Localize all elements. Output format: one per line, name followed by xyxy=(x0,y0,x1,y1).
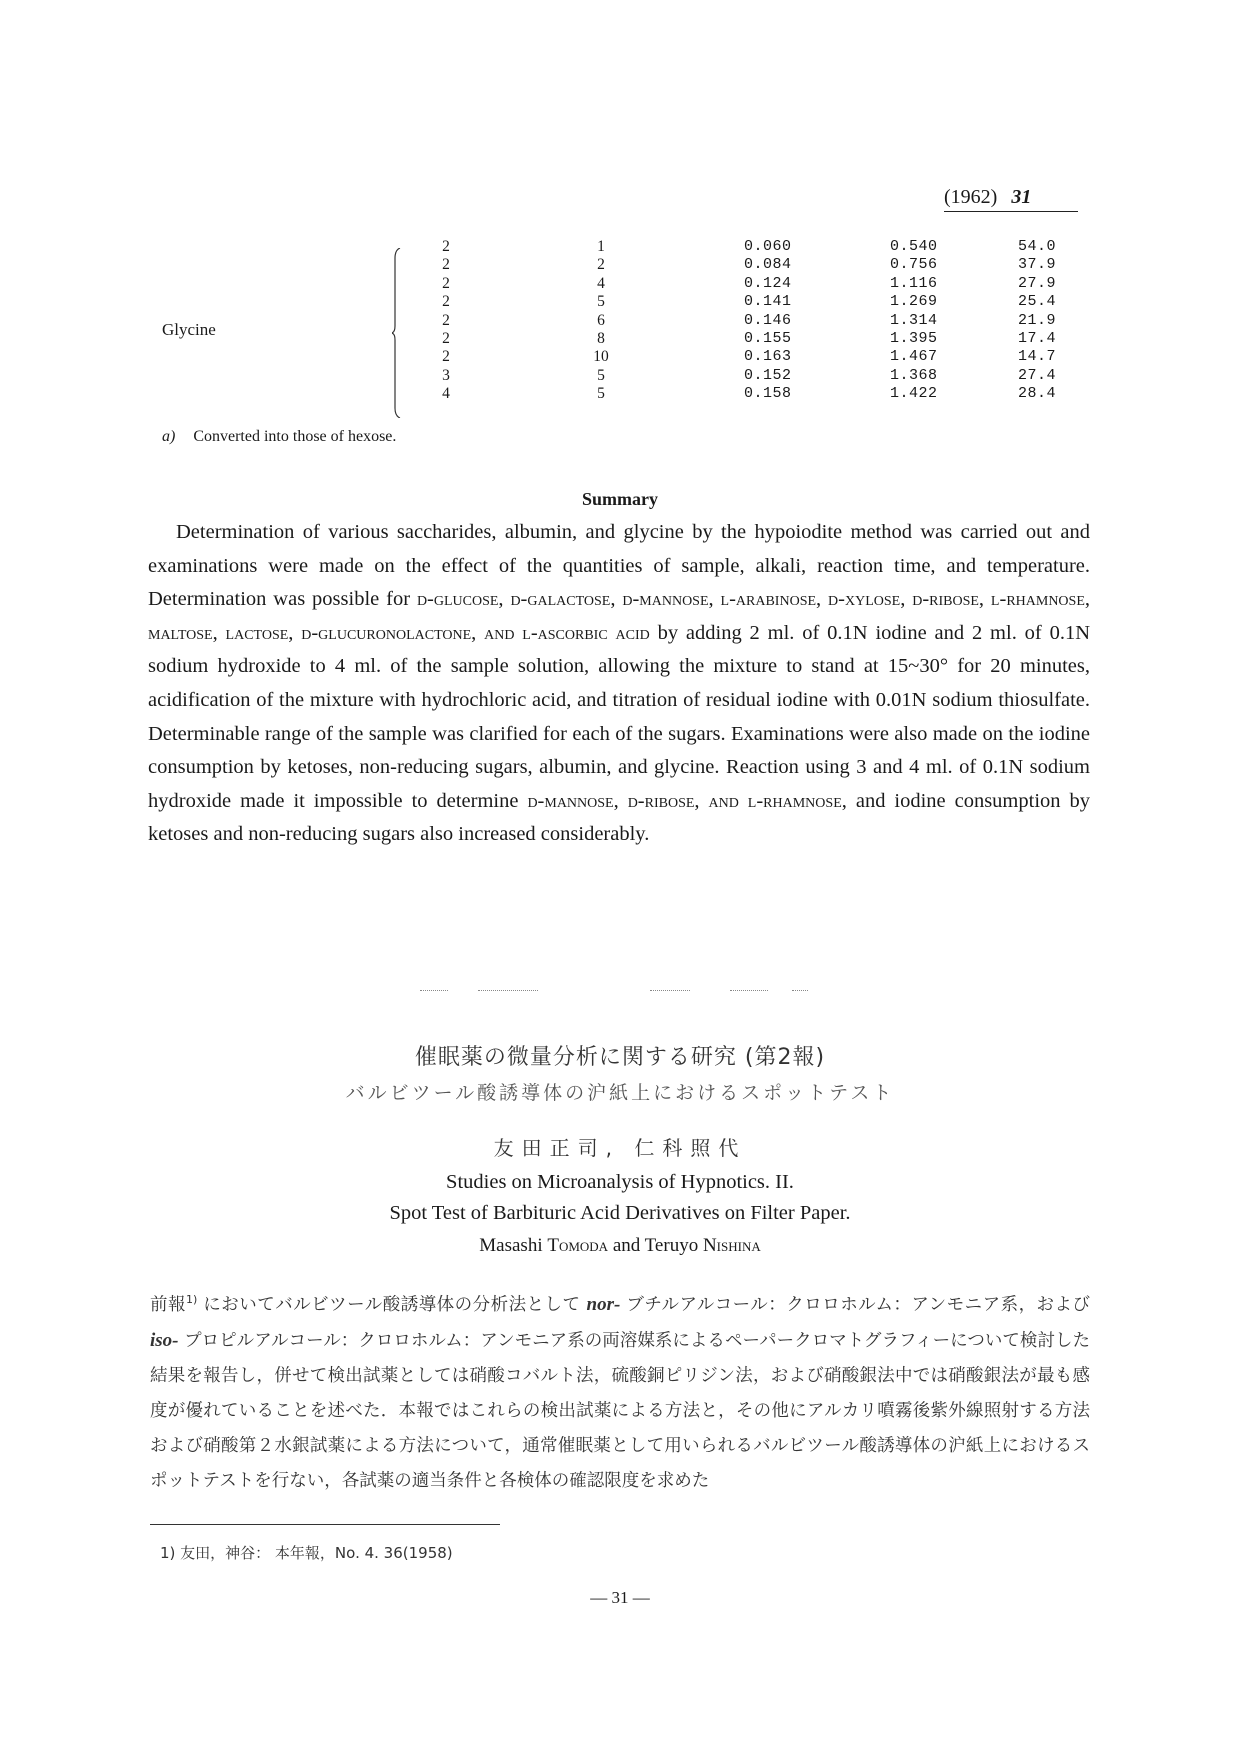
header-year: (1962) xyxy=(944,186,998,208)
table-column-c xyxy=(744,238,804,404)
table-cell: 2 xyxy=(442,238,450,255)
reference-footnote: 1) 友田，神谷： 本年報，No. 4. 36(1958) xyxy=(160,1544,453,1562)
footnote-text: Converted into those of hexose. xyxy=(193,428,397,445)
table-cell: 0.124 xyxy=(744,274,792,292)
table-column-a xyxy=(436,238,456,404)
table-column-e xyxy=(1006,238,1056,404)
summary-text: Determination of various saccharides, albumin, and glycine by the hypoiodite method was carried out and examinations were made on the effect of the quantities of sample, alkali, reaction time, and temperature. Determination was possible for xyxy=(148,521,1090,611)
author-given-name: Masashi xyxy=(479,1235,548,1256)
page-folio: — 31 — xyxy=(590,1588,650,1607)
table-cell: 2 xyxy=(442,274,450,292)
table-cell: 0.141 xyxy=(744,293,792,311)
table-group-label: Glycine xyxy=(162,320,216,339)
table-cell: 0.158 xyxy=(744,385,792,403)
reference-marker: 1) xyxy=(185,1293,198,1306)
separator-dots xyxy=(478,990,538,992)
table-cell: 1.314 xyxy=(890,311,938,329)
table-cell: 1 xyxy=(597,238,605,255)
body-text: プロピルアルコール：クロロホルム：アンモニア系の両溶媒系によるペーパークロマトグラフィーについて検討した結果を報告し，併せて検出試薬としては硝酸コバルト法，硫酸銅ピリジン法，および硝酸銀法中では硝酸銀法が最も感度が優れていることを述べた．本報ではこれらの検出試薬による方法と，その他にアルカリ噴霧後紫外線照射する方法および硝酸第２水銀試薬による方法について，通常催眠薬として用いられるバルビツール酸誘導体の沪紙上におけるスポットテストを行ない，各試薬の適当条件と各検体の確認限度を求めた xyxy=(150,1330,1090,1491)
running-header xyxy=(944,186,1078,212)
table-cell: 6 xyxy=(597,311,605,329)
summary-paragraph xyxy=(148,516,1090,852)
table-cell: 2 xyxy=(442,330,450,348)
separator-dots xyxy=(420,990,448,992)
author-family-name: Nishina xyxy=(702,1235,761,1256)
table-cell: 0.152 xyxy=(744,366,792,384)
summary-text: by adding 2 ml. of 0.1N iodine and 2 ml. of 0.1N sodium hydroxide to 4 ml. of the sample solution, allowing the mixture to stand at 15~30° for 20 minutes, acidification of the mixture with hydrochloric acid, and titration of residual iodine with 0.01N sodium thiosulfate. Determinable range of the sample was clarified for each of the sugars. Examinations were also made on the iodine consumption by ketoses, non-reducing sugars, albumin, and glycine. Reaction using 3 and 4 ml. of 0.1N sodium hydroxide made it impossible to determine xyxy=(148,621,1090,812)
body-text: ブチルアルコール：クロロホルム：アンモニア系，および xyxy=(620,1294,1091,1315)
table-cell: 0.146 xyxy=(744,311,792,329)
table-cell: 5 xyxy=(597,385,605,403)
table-cell: 4 xyxy=(597,274,605,292)
table-cell: 28.4 xyxy=(1017,385,1056,403)
body-text: 前報 xyxy=(150,1294,186,1315)
table-cell: 0.163 xyxy=(744,348,792,366)
table-column-d xyxy=(890,238,950,404)
table-footnote xyxy=(162,428,396,446)
article-title-jp: 催眠薬の微量分析に関する研究 (第2報) xyxy=(414,1045,826,1070)
table-cell: 4 xyxy=(442,385,450,403)
table-cell: 1.269 xyxy=(890,293,938,311)
table-cell: 0.540 xyxy=(890,238,938,255)
brace-bracket xyxy=(392,248,402,418)
article-subtitle-en: Spot Test of Barbituric Acid Derivatives on Filter Paper. xyxy=(389,1202,851,1224)
table-cell: 21.9 xyxy=(1017,311,1056,329)
table-cell: 2 xyxy=(442,256,450,274)
article-title-en: Studies on Microanalysis of Hypnotics. II. xyxy=(446,1171,794,1193)
table-cell: 3 xyxy=(442,366,450,384)
author-given-name: and Teruyo xyxy=(608,1235,703,1256)
table-cell: 14.7 xyxy=(1017,348,1056,366)
table-column-b xyxy=(588,238,614,404)
separator-dots xyxy=(792,990,808,992)
article-authors-jp: 友田正司, 仁科照代 xyxy=(493,1136,747,1160)
table-cell: 0.060 xyxy=(744,238,792,255)
body-prefix: nor- xyxy=(586,1293,621,1315)
table-cell: 1.422 xyxy=(890,385,938,403)
table-cell: 0.756 xyxy=(890,256,938,274)
table-cell: 0.155 xyxy=(744,330,792,348)
table-cell: 0.084 xyxy=(744,256,792,274)
table-cell: 27.4 xyxy=(1017,366,1056,384)
footnote-rule xyxy=(150,1524,500,1525)
header-page-number: 31 xyxy=(1011,186,1032,208)
footnote-marker: a) xyxy=(162,428,176,445)
body-prefix: iso- xyxy=(150,1329,179,1351)
table-cell: 27.9 xyxy=(1017,274,1056,292)
table-cell: 2 xyxy=(442,311,450,329)
table-cell: 1.395 xyxy=(890,330,938,348)
table-cell: 17.4 xyxy=(1017,330,1056,348)
table-cell: 5 xyxy=(597,366,605,384)
table-cell: 5 xyxy=(597,293,605,311)
article-authors-en xyxy=(0,1235,1240,1257)
table-cell: 37.9 xyxy=(1017,256,1056,274)
table-cell: 54.0 xyxy=(1017,238,1056,255)
table-cell: 1.368 xyxy=(890,366,938,384)
summary-text: , and iodine consumption by ketoses and non-reducing sugars also increased considerably. xyxy=(148,789,1090,846)
table-cell: 1.116 xyxy=(890,274,938,292)
table-cell: 8 xyxy=(597,330,605,348)
summary-sugars: d-glucose, d-galactose, d-mannose, l-arabinose, d-xylose, d-ribose, l-rhamnose, maltose, lactose, d-glucuronolactone, and l-ascorbic acid xyxy=(148,588,1091,644)
article-subtitle-jp: バルビツール酸誘導体の沪紙上におけるスポットテスト xyxy=(345,1082,895,1104)
table-cell: 25.4 xyxy=(1017,293,1056,311)
table-cell: 2 xyxy=(597,256,605,274)
separator-dots xyxy=(730,990,768,992)
table-cell: 1.467 xyxy=(890,348,938,366)
article-body-jp xyxy=(150,1282,1090,1499)
table-cell: 2 xyxy=(442,293,450,311)
summary-sugars: d-mannose, d-ribose, and l-rhamnose xyxy=(527,789,842,812)
summary-heading: Summary xyxy=(582,489,658,509)
body-text: においてバルビツール酸誘導体の分析法として xyxy=(197,1294,587,1315)
table-cell: 10 xyxy=(593,348,609,366)
table-cell: 2 xyxy=(442,348,450,366)
author-family-name: Tomoda xyxy=(547,1235,609,1256)
separator-dots xyxy=(650,990,690,992)
